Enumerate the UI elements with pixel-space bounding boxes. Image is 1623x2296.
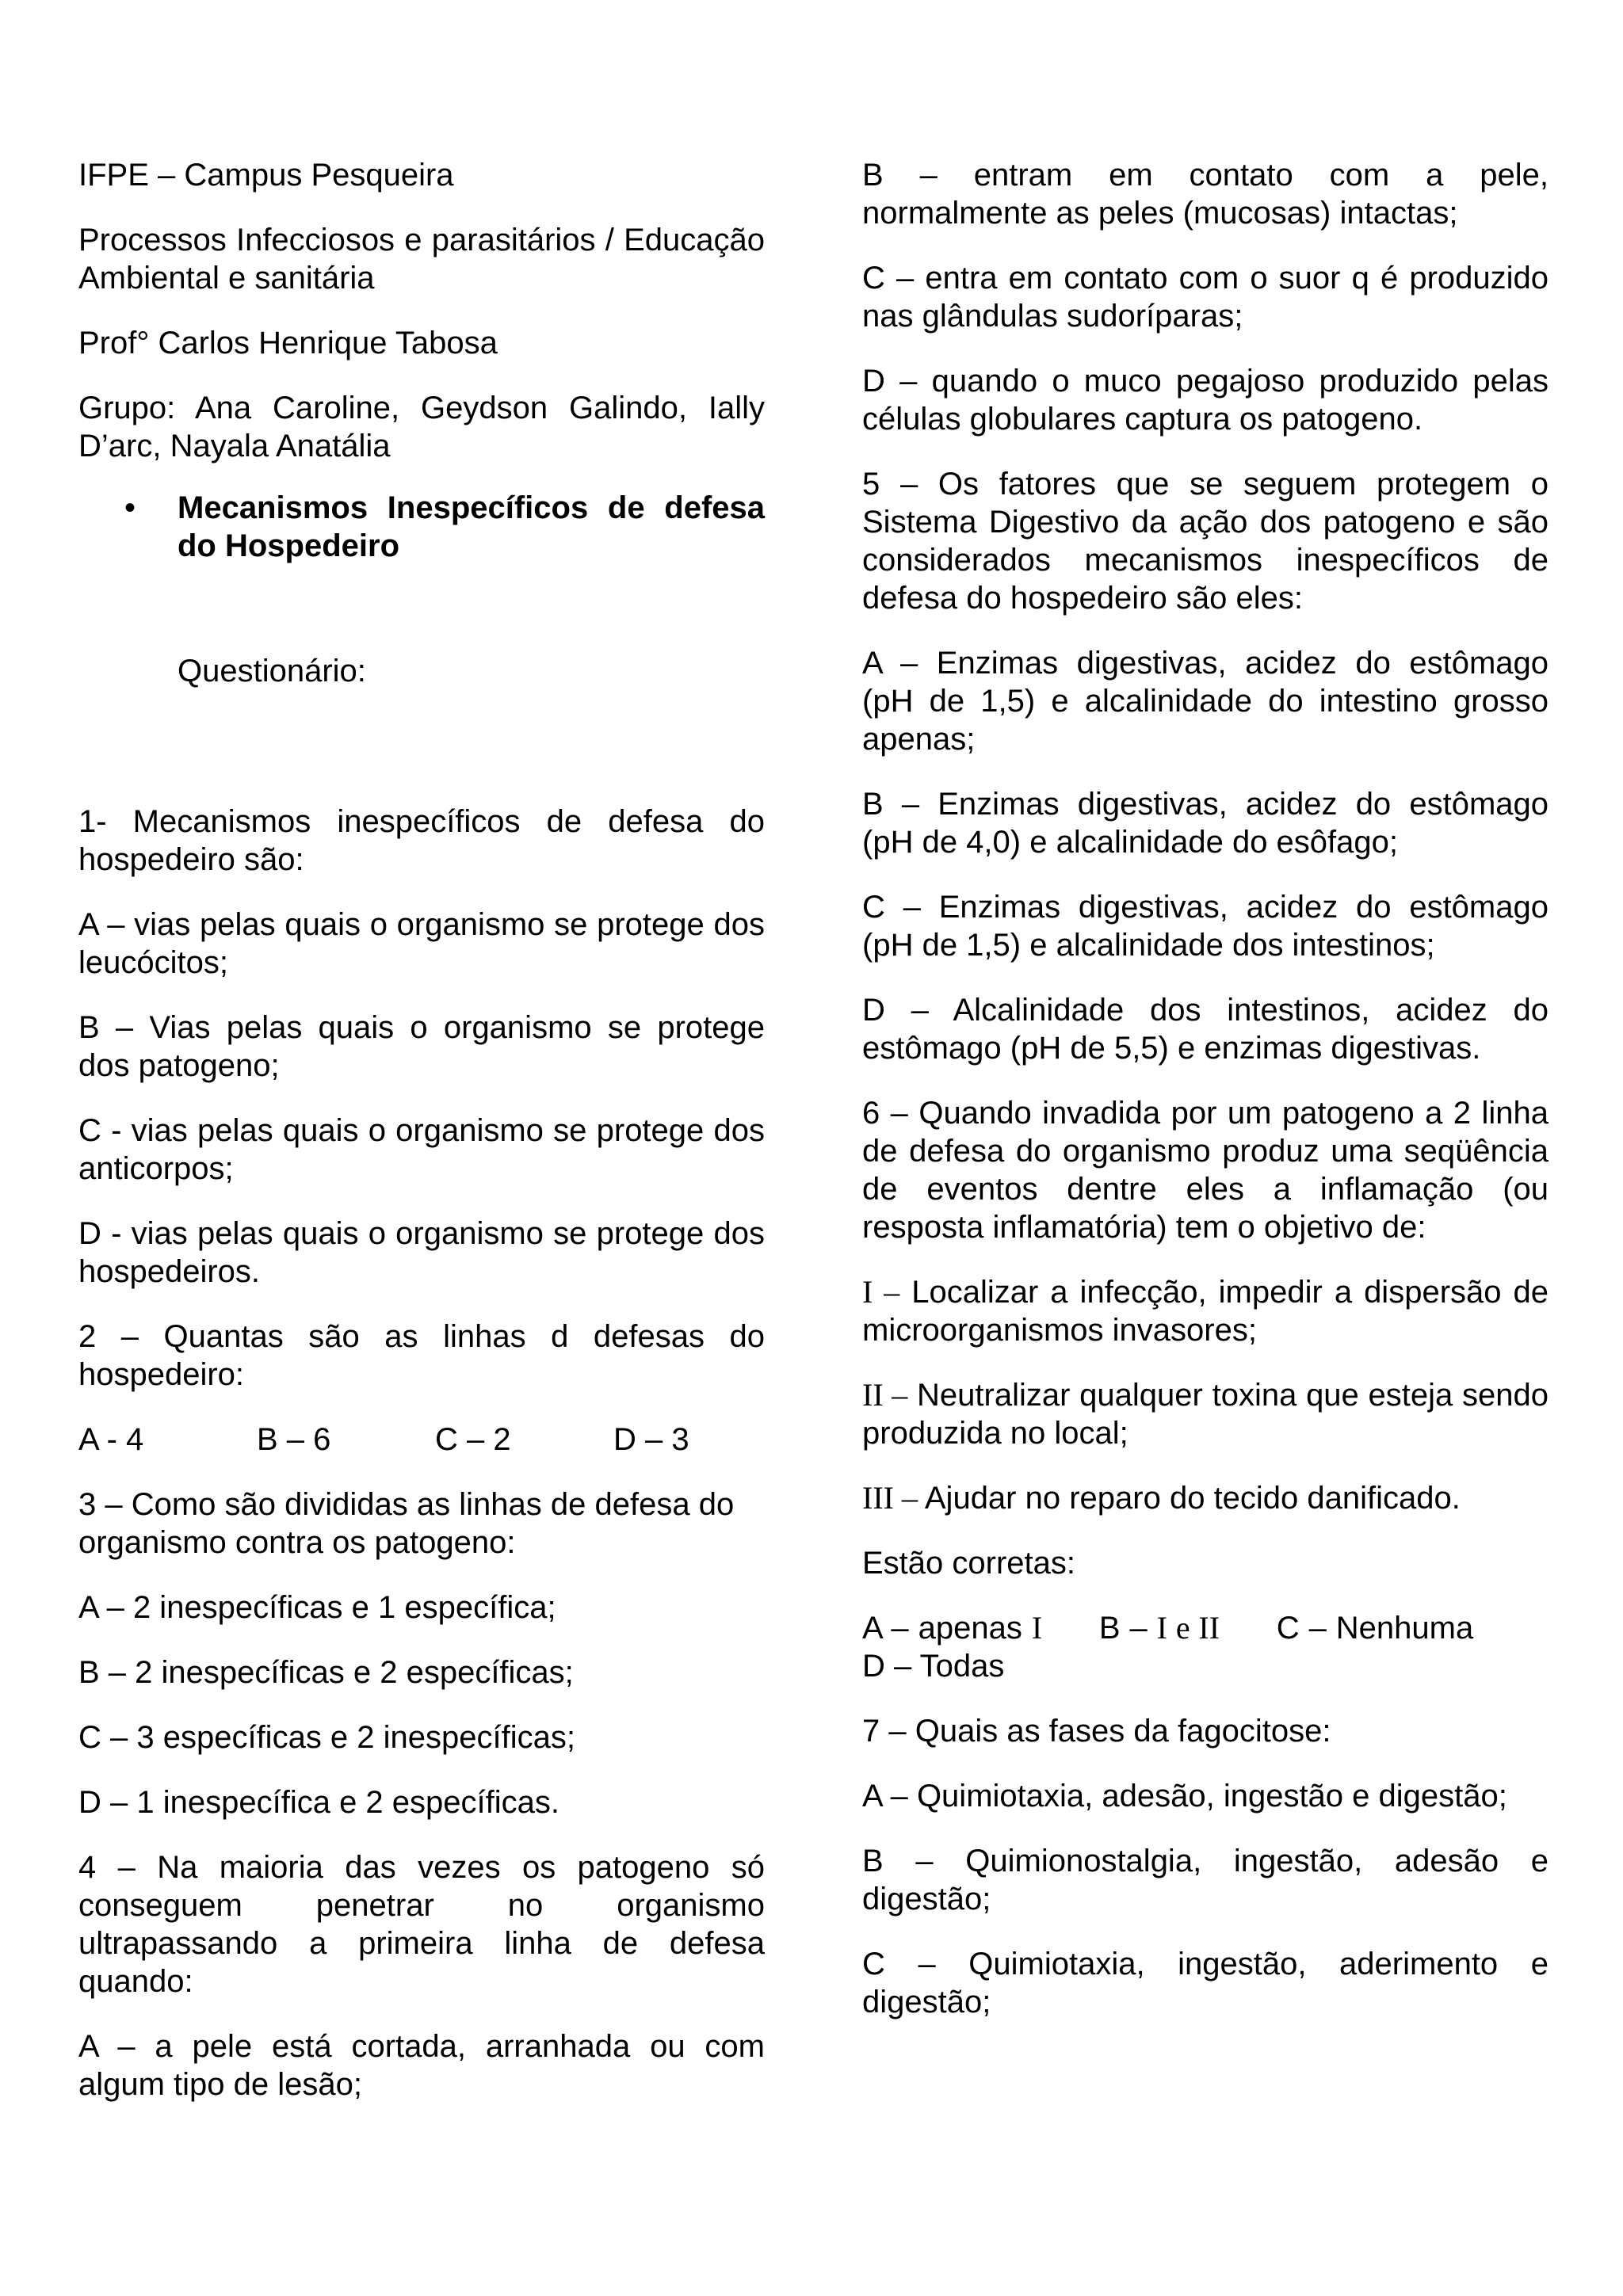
q7-option-b: B – Quimionostalgia, ingestão, adesão e digestão; <box>862 1844 1549 1917</box>
bullet-icon: • <box>124 490 136 525</box>
q6-item-iii-text: Ajudar no reparo do tecido danificado. <box>917 1481 1461 1516</box>
professor: Prof° Carlos Henrique Tabosa <box>78 326 498 360</box>
q6-item-iii <box>862 1479 1549 1517</box>
q6-item-iii-number: III – <box>862 1480 918 1516</box>
q3-question: 3 – Como são divididas as linhas de defesa do organismo contra os patogeno: <box>78 1487 735 1560</box>
q1-option-c: C - vias pelas quais o organismo se protege dos anticorpos; <box>78 1113 765 1186</box>
q7-option-c: C – Quimiotaxia, ingestão, aderimento e digestão; <box>862 1947 1549 2019</box>
q2-option-a: A - 4 <box>78 1422 144 1457</box>
left-column <box>78 156 765 2130</box>
q2-option-c: C – 2 <box>435 1422 511 1457</box>
q3-option-b: B – 2 inespecíficas e 2 específicas; <box>78 1655 574 1690</box>
q6-option-b-roman: I e II <box>1156 1610 1220 1646</box>
q3-option-c: C – 3 específicas e 2 inespecíficas; <box>78 1720 575 1755</box>
q1-option-a: A – vias pelas quais o organismo se protege dos leucócitos; <box>78 907 765 980</box>
right-column <box>862 156 1549 2048</box>
q2-question: 2 – Quantas são as linhas d defesas do hospedeiro: <box>78 1319 765 1392</box>
q6-option-d: D – Todas <box>862 1649 1005 1684</box>
q6-option-b <box>1099 1611 1220 1646</box>
q5-option-c: C – Enzimas digestivas, acidez do estômago (pH de 1,5) e alcalinidade dos intestinos; <box>862 890 1549 963</box>
q7-option-a: A – Quimiotaxia, adesão, ingestão e digestão; <box>862 1779 1507 1814</box>
q6-item-ii <box>862 1376 1549 1452</box>
course-title: Processos Infecciosos e parasitários / Educação Ambiental e sanitária <box>78 223 765 296</box>
q1-option-b: B – Vias pelas quais o organismo se protege dos patogeno; <box>78 1010 765 1083</box>
group-members: Grupo: Ana Caroline, Geydson Galindo, Ially D’arc, Nayala Anatália <box>78 391 765 463</box>
q6-option-b-label: B – <box>1098 1611 1157 1646</box>
q5-option-a: A – Enzimas digestivas, acidez do estômago (pH de 1,5) e alcalinidade do intestino grosso apenas; <box>862 646 1549 757</box>
q4-option-c: C – entra em contato com o suor q é produzido nas glândulas sudoríparas; <box>862 261 1549 334</box>
q6-prompt: Estão corretas: <box>862 1546 1076 1581</box>
institution: IFPE – Campus Pesqueira <box>78 158 454 193</box>
q6-item-i-text: Localizar a infecção, impedir a dispersão de microorganismos invasores; <box>862 1275 1549 1348</box>
q5-question: 5 – Os fatores que se seguem protegem o Sistema Digestivo da ação dos patogeno e são considerados mecanismos inespecíficos de defesa do hospedeiro são eles: <box>862 467 1549 616</box>
topic-title: Mecanismos Inespecíficos de defesa do Hospedeiro <box>178 490 765 563</box>
q3-option-a: A – 2 inespecíficas e 1 específica; <box>78 1590 556 1625</box>
q1-option-d: D - vias pelas quais o organismo se protege dos hospedeiros. <box>78 1216 765 1289</box>
q6-options <box>862 1609 1549 1685</box>
q6-item-i-number: I – <box>862 1274 900 1310</box>
topic-bullet <box>78 489 765 565</box>
q4-option-a: A – a pele está cortada, arranhada ou com algum tipo de lesão; <box>78 2029 765 2102</box>
q2-option-b: B – 6 <box>257 1422 331 1457</box>
q7-question: 7 – Quais as fases da fagocitose: <box>862 1714 1331 1749</box>
q6-question: 6 – Quando invadida por um patogeno a 2 linha de defesa do organismo produz uma seqüência de eventos dentre eles a inflamação (ou resposta inflamatória) tem o objetivo de: <box>862 1096 1549 1245</box>
q1-question: 1- Mecanismos inespecíficos de defesa do hospedeiro são: <box>78 804 765 877</box>
q4-option-b: B – entram em contato com a pele, normalmente as peles (mucosas) intactas; <box>862 158 1549 231</box>
q6-item-i <box>862 1273 1549 1349</box>
q2-options <box>78 1421 765 1459</box>
questionnaire-label: Questionário: <box>178 654 366 688</box>
q5-option-b: B – Enzimas digestivas, acidez do estômago (pH de 4,0) e alcalinidade do esôfago; <box>862 787 1549 860</box>
q6-option-a-label: A – apenas <box>862 1611 1032 1646</box>
q6-item-ii-text: Neutralizar qualquer toxina que esteja sendo produzida no local; <box>862 1378 1549 1451</box>
q2-option-d: D – 3 <box>613 1422 689 1457</box>
q6-item-ii-number: II – <box>862 1377 908 1413</box>
q3-option-d: D – 1 inespecífica e 2 específicas. <box>78 1785 559 1820</box>
q6-option-a-roman: I <box>1031 1610 1043 1646</box>
q6-option-c: C – Nenhuma <box>1276 1611 1474 1646</box>
q4-option-d: D – quando o muco pegajoso produzido pelas células globulares captura os patogeno. <box>862 364 1549 437</box>
q5-option-d: D – Alcalinidade dos intestinos, acidez do estômago (pH de 5,5) e enzimas digestivas. <box>862 993 1549 1066</box>
q6-option-a <box>862 1611 1042 1646</box>
q4-question: 4 – Na maioria das vezes os patogeno só conseguem penetrar no organismo ultrapassando a primeira linha de defesa quando: <box>78 1850 765 1999</box>
